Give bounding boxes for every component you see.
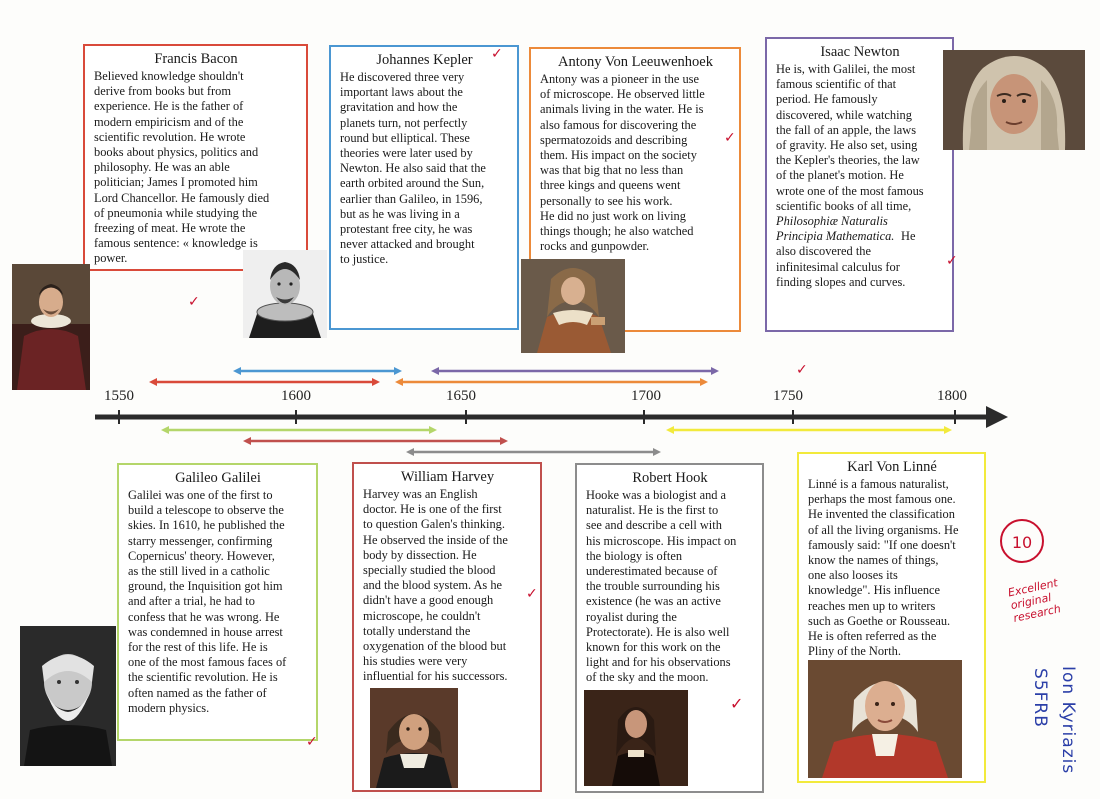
tick-mark: ✓ <box>724 130 736 146</box>
year-label: 1650 <box>446 388 476 404</box>
card-text: Galilei was one of the first to build a telescope to observe the skies. In 1610, he published the starry messenger, confirming Copernicus' theory. However, as the still lived in a catholic ground, the Inquisition got him and after a trial, he had to confess that he was wrong. He was condemned in house arrest for the rest of this life. He is one of the most famous faces of the scientific revolution. He is often named as the father of modern physics. <box>128 488 287 715</box>
card-text: He also discovered the infinitesimal calculus for finding slopes and curves. <box>776 229 916 289</box>
tick-mark: ✓ <box>946 253 958 269</box>
card-title: Francis Bacon <box>154 51 238 67</box>
card-francis-bacon <box>83 44 308 271</box>
karl-von-linne-portrait <box>808 660 962 778</box>
galileo-galilei-portrait <box>20 626 116 766</box>
card-title: Galileo Galilei <box>175 470 261 486</box>
grade-circle: 10 <box>1000 519 1044 563</box>
year-label: 1700 <box>631 388 661 404</box>
student-class: S5FRB <box>1030 668 1050 728</box>
tick-mark: ✓ <box>306 734 318 750</box>
francis-bacon-portrait <box>12 264 90 390</box>
card-text: He is, with Galilei, the most famous scientific of that period. He famously discovered, while watching the fall of an apple, the laws of gravity. He also set, using the Kepler's theories, the law of the planet's motion. He wrote one of the most famous scientific books of all time, <box>776 62 924 213</box>
card-text: Linné is a famous naturalist, perhaps the most famous one. He invented the classification of all the living organisms. He famously said: "If one doesn't know the names of things, one also looses its knowledge". His influence reaches men up to writers such as Goethe or Rousseau. He is often referred as the Pliny of the North. <box>808 477 959 659</box>
tick-mark: ✓ <box>526 586 538 602</box>
card-galileo-galilei <box>117 463 318 741</box>
card-title: Isaac Newton <box>820 44 900 60</box>
tick-mark: ✓ <box>491 46 503 62</box>
card-title: Johannes Kepler <box>376 52 473 68</box>
card-title: William Harvey <box>400 469 495 485</box>
william-harvey-portrait <box>370 688 458 788</box>
tick-mark: ✓ <box>796 362 808 378</box>
johannes-kepler-portrait <box>243 250 327 338</box>
card-book-title: Philosophiæ Naturalis Principia Mathematica. <box>776 214 895 244</box>
card-text: Harvey was an English doctor. He is one of the first to question Galen's thinking. He observed the inside of the body by dissection. He specially studied the blood and the blood system. As he didn't have a good enough microscope, he couldn't totally understand the oxygenation of the blood but his studies were very influential for his successors. <box>363 487 508 684</box>
card-johannes-kepler <box>329 45 519 330</box>
year-label: 1750 <box>773 388 803 404</box>
card-text: Hooke was a biologist and a naturalist. He is the first to see and describe a cell with his microscope. His impact on the biology is often underestimated because of the trouble surrounding his existence (he was an active royalist during the Protectorate). He is also well known for this work on the light and for his observations of the sky and the moon. <box>586 488 737 685</box>
card-text: Believed knowledge shouldn't derive from books but from experience. He is the father of modern empiricism and of the scientific revolution. He wrote books about physics, politics and philosophy. He was an able politician; James I promoted him Lord Chancellor. He famously died of pneumonia while studying the freezing of meat. He wrote the famous sentence: « knowledge is power. <box>94 69 270 266</box>
card-text: Antony was a pioneer in the use of microscope. He observed little animals living in the water. He is also famous for discovering the spermatozoids and describing them. His impact on the society was that big that no less than three kings and queens went personally to see his work. He did no just work on living things though; he also watched rocks and gunpowder. <box>540 72 705 254</box>
year-label: 1600 <box>281 388 311 404</box>
card-title: Antony Von Leeuwenhoek <box>558 54 713 70</box>
year-label: 1550 <box>104 388 134 404</box>
antony-von-leeuwenhoek-portrait <box>521 259 625 353</box>
tick-mark: ✓ <box>730 694 744 713</box>
card-title: Robert Hook <box>632 470 708 486</box>
isaac-newton-portrait <box>943 50 1085 150</box>
tick-mark: ✓ <box>188 294 200 310</box>
robert-hook-portrait <box>584 690 688 786</box>
student-name: Ion Kyriazis <box>1058 666 1078 775</box>
card-isaac-newton <box>765 37 954 332</box>
teacher-comment: Excellent original research <box>1006 576 1062 625</box>
card-text: He discovered three very important laws about the gravitation and how the planets turn, not perfectly round but elliptical. These theories were later used by Newton. He also said that the earth orbited around the Sun, earlier than Galileo, in 1596, but as he was living in a protestant free city, he was never attacked and brought to justice. <box>340 70 486 267</box>
card-title: Karl Von Linné <box>847 459 937 475</box>
year-label: 1800 <box>937 388 967 404</box>
